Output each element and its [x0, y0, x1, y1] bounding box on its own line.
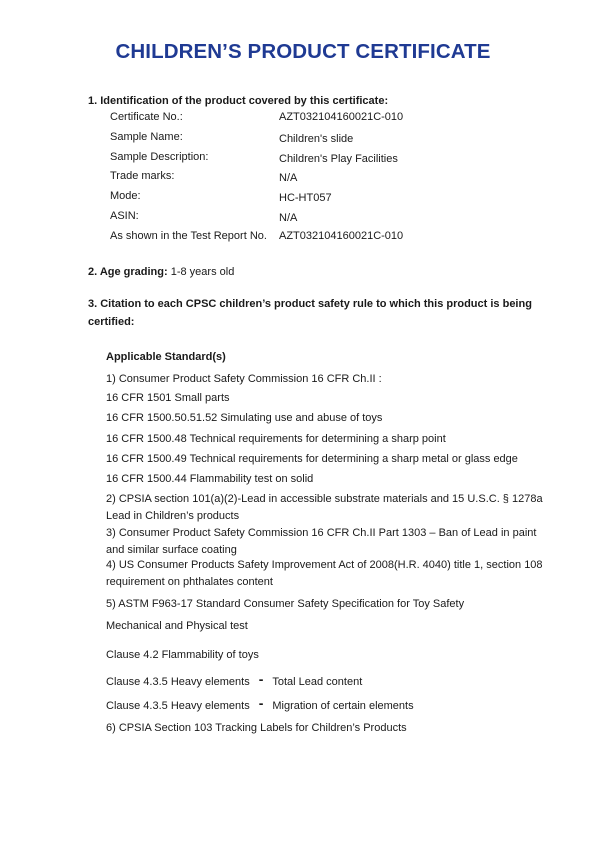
- age-grading-label: 2. Age grading:: [88, 266, 168, 278]
- row-value: Children's slide: [279, 133, 354, 145]
- standard-item: 5) ASTM F963-17 Standard Consumer Safety Specification for Toy Safety: [106, 598, 465, 610]
- applicable-standards-heading: Applicable Standard(s): [106, 351, 226, 363]
- standard-item: 16 CFR 1501 Small parts: [106, 392, 230, 404]
- clause-lead-dash: -: [258, 671, 264, 687]
- standard-item: 1) Consumer Product Safety Commission 16 CFR Ch.II :: [106, 373, 382, 385]
- row-label: Trade marks:: [110, 170, 175, 182]
- standard-item: 16 CFR 1500.44 Flammability test on solid: [106, 473, 314, 485]
- clause-migration-left: Clause 4.3.5 Heavy elements: [106, 700, 250, 712]
- row-value: AZT032104160021C-010: [279, 111, 404, 123]
- row-value: N/A: [279, 212, 298, 224]
- standard-item: 16 CFR 1500.49 Technical requirements for determining a sharp metal or glass edge: [106, 453, 518, 465]
- age-grading-value: 1-8 years old: [170, 266, 235, 278]
- row-label: ASIN:: [110, 210, 139, 222]
- age-grading: [88, 266, 234, 278]
- standard-item: Mechanical and Physical test: [106, 620, 248, 632]
- standard-item: Lead in Children’s products: [106, 510, 240, 522]
- section-3-heading-line2: certified:: [88, 316, 135, 328]
- section-3-heading-line1: 3. Citation to each CPSC children’s product safety rule to which this product is being: [88, 298, 532, 310]
- standard-item: 3) Consumer Product Safety Commission 16 CFR Ch.II Part 1303 – Ban of Lead in paint: [106, 527, 537, 539]
- standard-item: 16 CFR 1500.48 Technical requirements for determining a sharp point: [106, 433, 446, 445]
- row-label: As shown in the Test Report No.: [110, 230, 267, 242]
- row-value: N/A: [279, 172, 298, 184]
- standard-item: and similar surface coating: [106, 544, 237, 556]
- row-label: Mode:: [110, 190, 141, 202]
- document-title: CHILDREN’S PRODUCT CERTIFICATE: [115, 40, 491, 63]
- clause-lead-left: Clause 4.3.5 Heavy elements: [106, 676, 250, 688]
- row-value: Children's Play Facilities: [279, 153, 398, 165]
- standard-item: Clause 4.2 Flammability of toys: [106, 649, 259, 661]
- clause-lead-right: Total Lead content: [272, 676, 363, 688]
- row-label: Sample Name:: [110, 131, 183, 143]
- row-label: Certificate No.:: [110, 111, 183, 123]
- standard-item: 16 CFR 1500.50.51.52 Simulating use and abuse of toys: [106, 412, 383, 424]
- clause-migration-right: Migration of certain elements: [272, 700, 414, 712]
- standard-item: 2) CPSIA section 101(a)(2)-Lead in accessible substrate materials and 15 U.S.C. § 1278a: [106, 493, 543, 505]
- clause-migration-row: [106, 696, 414, 712]
- standard-item: 4) US Consumer Products Safety Improvement Act of 2008(H.R. 4040) title 1, section 108: [106, 559, 543, 571]
- clause-migration-dash: -: [258, 695, 264, 711]
- row-label: Sample Description:: [110, 151, 209, 163]
- standard-item: requirement on phthalates content: [106, 576, 273, 588]
- clause-lead-row: [106, 672, 362, 688]
- row-value: AZT032104160021C-010: [279, 230, 404, 242]
- row-value: HC-HT057: [279, 192, 332, 204]
- standard-item-last: 6) CPSIA Section 103 Tracking Labels for Children’s Products: [106, 722, 407, 734]
- section-1-heading: 1. Identification of the product covered by this certificate:: [88, 95, 389, 107]
